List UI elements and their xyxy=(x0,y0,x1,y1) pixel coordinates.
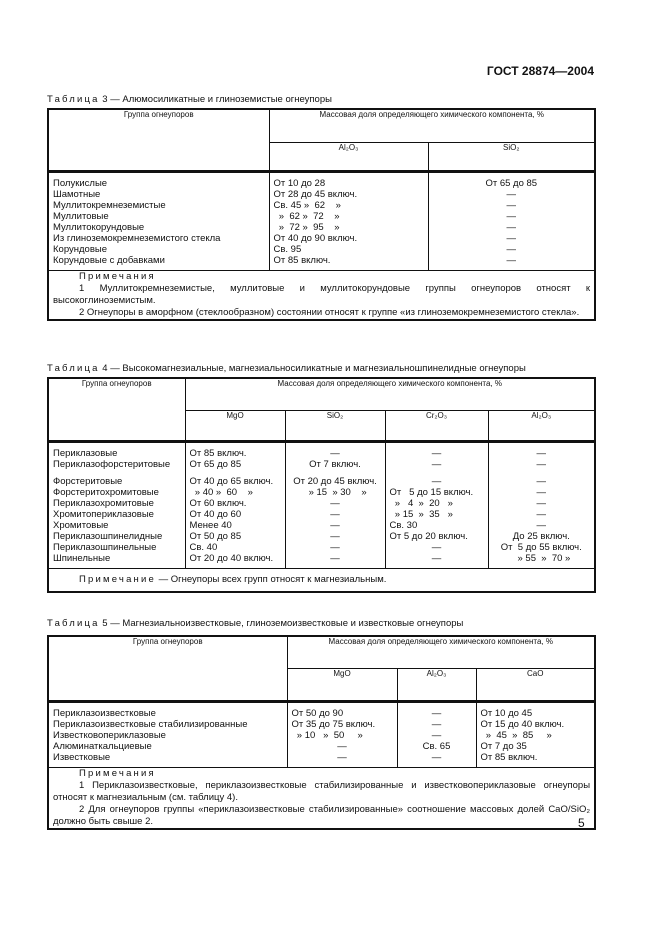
header-row xyxy=(48,378,595,411)
table-row xyxy=(48,752,595,768)
value-cell: » 40 » 60 » xyxy=(185,487,285,498)
value-cell: — xyxy=(285,553,385,569)
group-name-cell: Периклазошпинелидные xyxy=(48,531,185,542)
table-5 xyxy=(47,635,596,830)
note-item: 1 Периклазоизвестковые, периклазоизвестковые стабилизированные и известковопериклазовые огнеупоры относят к магнезиальным (см. таблицу 4). xyxy=(53,780,591,803)
table-row xyxy=(48,509,595,520)
note-title: Примечание xyxy=(79,574,156,585)
table-row xyxy=(48,211,595,222)
group-header: Группа огнеупоров xyxy=(48,109,269,172)
group-name-cell: Корундовые с добавками xyxy=(48,255,269,271)
table-row xyxy=(48,244,595,255)
value-cell: — xyxy=(428,233,595,244)
table-row xyxy=(48,233,595,244)
value-cell: От 5 до 15 включ. xyxy=(385,487,488,498)
note-text: — Огнеупоры всех групп относят к магнезиальным. xyxy=(158,574,387,585)
value-cell: — xyxy=(428,244,595,255)
group-name-cell: Периклазохромитовые xyxy=(48,498,185,509)
table-row xyxy=(48,442,595,460)
table-row xyxy=(48,702,595,720)
value-cell: От 85 включ. xyxy=(269,255,428,271)
table-row xyxy=(48,172,595,190)
value-cell: От 20 до 45 включ. xyxy=(285,476,385,487)
table-title: — Алюмосиликатные и глиноземистые огнеупоры xyxy=(110,94,332,105)
notes-title: Примечания xyxy=(79,271,156,282)
table-number: 4 xyxy=(102,363,108,374)
value-cell: От 10 до 28 xyxy=(269,172,428,190)
group-name-cell: Периклазоизвестковые стабилизированные xyxy=(48,719,287,730)
table-caption xyxy=(47,94,332,105)
value-cell: От 40 до 90 включ. xyxy=(269,233,428,244)
value-cell: От 35 до 75 включ. xyxy=(287,719,397,730)
table-row xyxy=(48,476,595,487)
table-row xyxy=(48,459,595,470)
table-row xyxy=(48,730,595,741)
notes-cell xyxy=(48,271,595,321)
value-cell: Св. 45 » 62 » xyxy=(269,200,428,211)
value-cell: — xyxy=(488,509,595,520)
group-name-cell: Известковопериклазовые xyxy=(48,730,287,741)
mass-fraction-header: Массовая доля определяющего химического компонента, % xyxy=(269,109,595,143)
table-label: Таблица xyxy=(47,618,100,629)
table-row xyxy=(48,520,595,531)
table-row xyxy=(48,189,595,200)
value-cell: До 25 включ. xyxy=(488,531,595,542)
table-label: Таблица xyxy=(47,94,100,105)
value-cell: От 7 до 35 xyxy=(476,741,595,752)
table-row xyxy=(48,531,595,542)
value-cell: — xyxy=(385,476,488,487)
column-header: Al₂O₃ xyxy=(269,143,428,172)
table-row xyxy=(48,487,595,498)
value-cell: » 10 » 50 » xyxy=(287,730,397,741)
table-caption xyxy=(47,363,526,374)
value-cell: — xyxy=(285,442,385,460)
value-cell: — xyxy=(397,752,476,768)
table-title: — Магнезиальноизвестковые, глиноземоизвестковые и известковые огнеупоры xyxy=(110,618,464,629)
value-cell: — xyxy=(285,498,385,509)
group-header: Группа огнеупоров xyxy=(48,378,185,442)
value-cell: От 40 до 65 включ. xyxy=(185,476,285,487)
group-name-cell: Периклазофорстеритовые xyxy=(48,459,185,470)
value-cell: От 5 до 20 включ. xyxy=(385,531,488,542)
value-cell: — xyxy=(488,487,595,498)
note-item: 1 Муллитокремнеземистые, муллитовые и муллитокорундовые группы огнеупоров относят к высокоглиноземистым. xyxy=(53,283,591,306)
value-cell: Св. 30 xyxy=(385,520,488,531)
group-name-cell: Периклазошпинельные xyxy=(48,542,185,553)
table-row xyxy=(48,498,595,509)
column-header: MgO xyxy=(185,411,285,442)
value-cell: — xyxy=(488,442,595,460)
column-header: Cr₂O₃ xyxy=(385,411,488,442)
table-number: 5 xyxy=(102,618,108,629)
value-cell: » 15 » 30 » xyxy=(285,487,385,498)
value-cell: — xyxy=(287,752,397,768)
value-cell: — xyxy=(428,200,595,211)
header-row xyxy=(48,109,595,143)
group-name-cell: Хромитовые xyxy=(48,520,185,531)
value-cell: Менее 40 xyxy=(185,520,285,531)
group-name-cell: Форстеритохромитовые xyxy=(48,487,185,498)
document-code: ГОСТ 28874—2004 xyxy=(486,64,594,78)
table-row xyxy=(48,222,595,233)
notes-cell xyxy=(48,768,595,830)
column-header: SiO₂ xyxy=(285,411,385,442)
table-row xyxy=(48,553,595,569)
column-header: CaO xyxy=(476,669,595,702)
value-cell: От 65 до 85 xyxy=(185,459,285,470)
value-cell: От 7 включ. xyxy=(285,459,385,470)
value-cell: — xyxy=(428,222,595,233)
value-cell: От 85 включ. xyxy=(476,752,595,768)
mass-fraction-header: Массовая доля определяющего химического компонента, % xyxy=(185,378,595,411)
group-name-cell: Шамотные xyxy=(48,189,269,200)
value-cell: — xyxy=(385,442,488,460)
column-header: Al₂O₃ xyxy=(397,669,476,702)
value-cell: » 55 » 70 » xyxy=(488,553,595,569)
table-title: — Высокомагнезиальные, магнезиальносиликатные и магнезиальношпинелидные огнеупоры xyxy=(110,363,526,374)
value-cell: — xyxy=(428,255,595,271)
group-name-cell: Шпинельные xyxy=(48,553,185,569)
value-cell: — xyxy=(385,542,488,553)
value-cell: — xyxy=(397,719,476,730)
value-cell: От 65 до 85 xyxy=(428,172,595,190)
notes-cell xyxy=(48,569,595,593)
notes-row xyxy=(48,768,595,830)
value-cell: » 72 » 95 » xyxy=(269,222,428,233)
column-header: Al₂O₃ xyxy=(488,411,595,442)
value-cell: Св. 65 xyxy=(397,741,476,752)
value-cell: — xyxy=(428,189,595,200)
value-cell: — xyxy=(385,553,488,569)
table-number: 3 xyxy=(102,94,108,105)
value-cell: — xyxy=(488,476,595,487)
notes-row xyxy=(48,271,595,321)
group-name-cell: Муллитокремнеземистые xyxy=(48,200,269,211)
value-cell: От 40 до 60 xyxy=(185,509,285,520)
note-item: 2 Огнеупоры в аморфном (стеклообразном) состоянии относят к группе «из глиноземокремнеземистого стекла». xyxy=(79,307,580,318)
table-3 xyxy=(47,108,596,321)
value-cell: — xyxy=(285,531,385,542)
table-row xyxy=(48,719,595,730)
notes-title: Примечания xyxy=(79,768,156,779)
value-cell: » 15 » 35 » xyxy=(385,509,488,520)
value-cell: » 45 » 85 » xyxy=(476,730,595,741)
table-row xyxy=(48,255,595,271)
value-cell: — xyxy=(428,211,595,222)
column-header: MgO xyxy=(287,669,397,702)
value-cell: — xyxy=(285,509,385,520)
mass-fraction-header: Массовая доля определяющего химического компонента, % xyxy=(287,636,595,669)
value-cell: От 85 включ. xyxy=(185,442,285,460)
value-cell: От 28 до 45 включ. xyxy=(269,189,428,200)
value-cell: — xyxy=(488,459,595,470)
group-name-cell: Известковые xyxy=(48,752,287,768)
column-header: SiO₂ xyxy=(428,143,595,172)
value-cell: От 20 до 40 включ. xyxy=(185,553,285,569)
value-cell: Св. 95 xyxy=(269,244,428,255)
group-name-cell: Полукислые xyxy=(48,172,269,190)
table-caption xyxy=(47,618,463,629)
value-cell: — xyxy=(285,542,385,553)
group-header: Группа огнеупоров xyxy=(48,636,287,702)
value-cell: » 62 » 72 » xyxy=(269,211,428,222)
table-row xyxy=(48,741,595,752)
value-cell: От 50 до 90 xyxy=(287,702,397,720)
group-name-cell: Хромитопериклазовые xyxy=(48,509,185,520)
group-name-cell: Корундовые xyxy=(48,244,269,255)
value-cell: — xyxy=(385,459,488,470)
group-name-cell: Муллитокорундовые xyxy=(48,222,269,233)
value-cell: — xyxy=(488,498,595,509)
group-name-cell: Из глиноземокремнеземистого стекла xyxy=(48,233,269,244)
group-name-cell: Периклазоизвестковые xyxy=(48,702,287,720)
value-cell: » 4 » 20 » xyxy=(385,498,488,509)
value-cell: — xyxy=(287,741,397,752)
header-row xyxy=(48,636,595,669)
table-4 xyxy=(47,377,596,593)
note-item: 2 Для огнеупоров группы «периклазоизвестковые стабилизированные» соотношение массовых долей CaO/SiO₂ должно быть свыше 2. xyxy=(53,804,591,827)
value-cell: — xyxy=(488,520,595,531)
value-cell: Св. 40 xyxy=(185,542,285,553)
group-name-cell: Периклазовые xyxy=(48,442,185,460)
value-cell: От 60 включ. xyxy=(185,498,285,509)
page-number: 5 xyxy=(578,816,585,830)
group-name-cell: Муллитовые xyxy=(48,211,269,222)
group-name-cell: Форстеритовые xyxy=(48,476,185,487)
value-cell: — xyxy=(285,520,385,531)
value-cell: От 10 до 45 xyxy=(476,702,595,720)
table-row xyxy=(48,542,595,553)
group-name-cell: Алюминаткальциевые xyxy=(48,741,287,752)
value-cell: От 5 до 55 включ. xyxy=(488,542,595,553)
table-label: Таблица xyxy=(47,363,100,374)
value-cell: От 50 до 85 xyxy=(185,531,285,542)
value-cell: — xyxy=(397,730,476,741)
value-cell: От 15 до 40 включ. xyxy=(476,719,595,730)
notes-row xyxy=(48,569,595,593)
table-row xyxy=(48,200,595,211)
value-cell: — xyxy=(397,702,476,720)
